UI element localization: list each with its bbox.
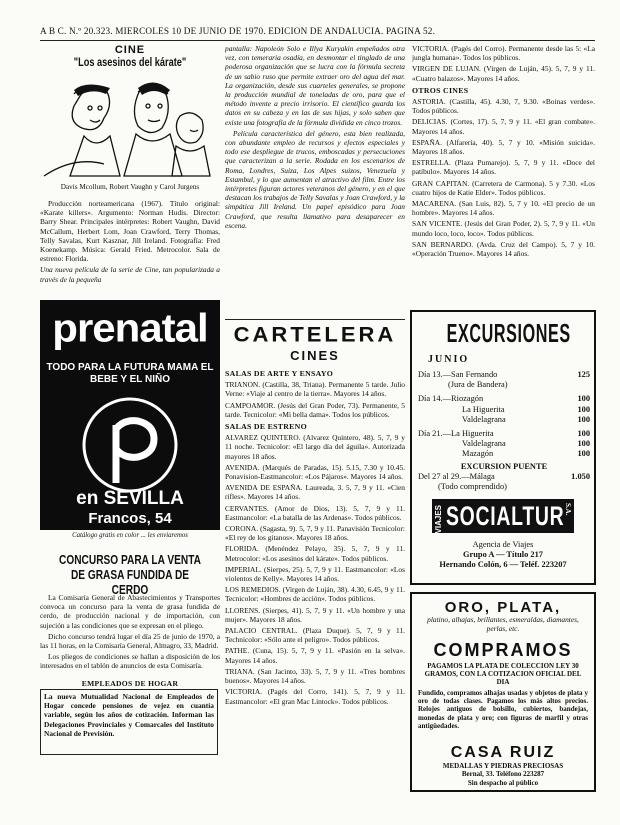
listing-entry: AVENIDA. (Marqués de Paradas, 15). 5.15, 7.30 y 10.45. Ponavision-Eastmancolor: «Los Pájaros». Mayores 14 años. (225, 462, 405, 482)
banner-sa: S.A. (564, 503, 572, 516)
listing-entry: ASTORIA. (Castilla, 45). 4.30, 7, 9.30. «Boinas verdes». Todos públicos. (412, 97, 595, 116)
prenatal-brand: prenatal (52, 305, 208, 350)
cine-review-body (40, 199, 220, 299)
listing-entry: CORONA. (Sagasta, 9). 5, 7, 9 y 11. Panavisión Tecnicolor: «El rey de los gitanos». Mayores 18 años. (225, 524, 405, 543)
excursion-destination: Valdelagrana (462, 439, 506, 449)
excursion-price: 100 (577, 449, 590, 459)
agency-line: Grupo A — Título 217 (463, 550, 543, 559)
cine-review-title: "Los asesinos del kárate" (73, 57, 187, 69)
excursiones-ad[interactable] (410, 310, 596, 585)
section-heading: OTROS CINES (412, 85, 469, 95)
excursion-row (418, 394, 590, 404)
cine-paragraph: Producción norteamericana (1967). Título original: «Karate killers». Argumento: Norman Hudis. Director: Barry Shear. Principales intérpretes: Robert Vaughn, David McCallum, Herbert Lom, Joan Crawford, Terry Thomas, Telly Savalas, Kurt Kasznar, Jill Ireland. Fotografía: Fred Koenekamp. Música: Gerald Fried. Metrocolor. Sala de estreno: Florida. (40, 199, 220, 264)
cine-section-label: CINE (114, 44, 146, 56)
excursion-row (418, 415, 590, 425)
page-header: A B C. N.º 20.323. MIERCOLES 10 DE JUNIO DE 1970. EDICION DE ANDALUCIA. PAGINA 52. (40, 26, 595, 41)
listing-entry: TRIANON. (Castilla, 38, Triana). Permanente 5 tarde. Julio Verne: «Viaje al centro de la tierra». Mayores 14 años. (225, 380, 405, 399)
cartelera-listing (225, 366, 405, 821)
casa-ruiz-title: CASA RUIZ (450, 744, 556, 761)
listing-entry: PATHE. (Cuna, 15). 5, 7, 9 y 11. «Pasión en la selva». Mayores 14 años. (225, 646, 405, 665)
excursion-destination: La Higuerita (462, 404, 505, 414)
caricature-drawing (40, 76, 220, 181)
prenatal-slogan: TODO PARA LA FUTURA MAMA EL BEBE Y EL NIÑO (46, 362, 214, 385)
excursion-row (418, 472, 590, 482)
excursiones-list (418, 370, 590, 492)
concurso-paragraph: La Comisaría General de Abastecimientos y Transportes convoca un concurso para la venta de grasa fundida de cerdo, de producción nacional y de importación, con sujeción a las condiciones que se expresan en el pliego. (40, 593, 220, 630)
listing-entry: AVENIDA DE ESPAÑA. Laureada, 3. 5, 7, 9 y 11. «Cien rifles». Mayores 14 años. (225, 483, 405, 502)
oro-plata-ad[interactable] (410, 592, 596, 792)
review-continuation (225, 44, 405, 319)
cines-subtitle: CINES (290, 348, 340, 363)
excursion-note: (Todo comprendido) (438, 482, 507, 492)
concurso-title: CONCURSO PARA LA VENTA DE GRASA FUNDIDA DE CERDO (59, 552, 201, 597)
empleados-title: EMPLEADOS DE HOGAR (81, 679, 179, 688)
concurso-paragraph: Los pliegos de condiciones se hallan a disposición de los interesados en el tablón de anuncios de esta Comisaría. (40, 652, 220, 671)
listing-entry: LLORENS. (Sierpes, 41). 5, 7, 9 y 11. «Un hombre y una mujer». Mayores 18 años. (225, 605, 405, 624)
listing-entry: VICTORIA. (Pagés del Corro, 141). 5, 7, 9 y 11. Eastmancolor: «El gran Mac Lintock». Todos públicos. (225, 687, 405, 706)
listing-entry: GRAN CAPITAN. (Carretera de Carmona). 5 y 7.30. «Los cuatro hijos de Katie Elder». Todos públicos. (412, 178, 595, 197)
excursion-price: 100 (577, 429, 590, 439)
prenatal-footnote: Catálogo gratis en color ... les enviaremos (72, 532, 188, 539)
prenatal-ad[interactable] (40, 300, 220, 530)
listing-entry: ALVAREZ QUINTERO. (Alvarez Quintero, 48). 5, 7, 9 y 11 noche. Tecnicolor: «El largo día del águila». Autorizada mayores 18 años. (225, 433, 405, 461)
excursiones-title: EXCURSIONES (446, 318, 571, 348)
listing-entry: MACARENA. (San Luis, 82). 5, 7 y 10. «El precio de un hombre». Mayores 14 años. (412, 199, 595, 218)
oro-items: platino, alhajas, brillantes, esmeraldas, diamantes, perlas, etc. (427, 615, 579, 633)
review-paragraph: Película característica del género, esta bien realizada, con abundante empleo de recursos y efectos especiales y todo ese despliegue de trucos, emboscadas y persecuciones que caracterizan a la serie. Rodada en los escenarios de Roma, Londres, Suiza, Los Alpes suizos, Venezuela y Estambul, y lo que aumentan el atractivo del film. Entre los intérpretes figuran actores veteranos del género, y en el que destacan los trabajos de Telly Savalas y Joan Crawford, y la simpática Jill Ireland. Un papel episódico para Joan Crawford, que resulta llamativo para desaparecer en escena. (225, 128, 405, 230)
excursiones-month: JUNIO (428, 354, 470, 365)
excursion-special-heading: EXCURSION PUENTE (460, 461, 548, 471)
socialtur-banner (432, 499, 574, 533)
excursion-price: 100 (577, 439, 590, 449)
listing-entry: VIRGEN DE LUJAN. (Virgen de Luján, 45). 5, 7, 9 y 11. «Cuatro balazos». Mayores 14 años. (412, 64, 595, 83)
casa-line: MEDALLAS Y PIEDRAS PRECIOSAS (442, 762, 564, 770)
listing-entry: PALACIO CENTRAL. (Plaza Duque). 5, 7, 9 y 11. Technicolor: «Sólo ante el peligro». Todos públicos. (225, 626, 405, 645)
listing-entry: ESTRELLA. (Plaza Pumarejo). 5, 7, 9 y 11. «Doce del patíbulo». Mayores 14 años. (412, 158, 595, 177)
oro-body: Fundido, compramos alhajas usadas y objetos de plata y oro de todas clases. Pagamos los más altos precios. Relojes antiguos de bolsillo, cubiertos, bandejas, monedas de plata y oro; con figuras de marfil y otras antigüedades. (418, 689, 588, 730)
excursion-destination: Día 21.—La Higuerita (418, 429, 494, 439)
film-illustration (40, 76, 220, 181)
banner-brand: SOCIALTUR (446, 501, 565, 531)
agency-info (412, 540, 594, 570)
empleados-body: La nueva Mutualidad Nacional de Empleados de Hogar concede pensiones de vejez en cuantía variable, según los años de cotización. Informan las Delegaciones Provinciales y Comarcales del Instituto Nacional de Previsión. (44, 692, 214, 738)
listing-entry: CAMPOAMOR. (Jesús del Gran Poder, 73). Permanente, 5 tarde. Tecnicolor: «Mi bella dama». Todos los públicos. (225, 400, 405, 419)
excursion-destination: Día 13.—San Fernando (418, 370, 498, 379)
listing-entry: SAN BERNARDO. (Avda. Cruz del Campo). 5, 7 y 10. «Operación Trueno». Mayores 14 años. (412, 239, 595, 259)
excursion-row (418, 370, 590, 380)
excursion-row (418, 439, 590, 449)
listing-entry: SAN VICENTE. (Jesús del Gran Poder, 2). 5, 7, 9 y 11. «Un mundo loco, loco, loco». Todos públicos. (412, 219, 595, 238)
section-heading: SALAS DE ESTRENO (225, 422, 307, 432)
excursion-price: 1.050 (571, 471, 590, 481)
agency-line: Agencia de Viajes (472, 540, 534, 549)
excursion-price: 100 (577, 414, 590, 424)
oro-title: ORO, PLATA, (444, 599, 562, 616)
cine-paragraph: Una nueva película de la serie de Cine, tan popularizada a través de la pequeña (40, 265, 220, 284)
casa-line: Bernal, 33. Teléfono 223287 (461, 770, 545, 779)
excursion-price: 100 (577, 404, 590, 414)
cartelera-title: CARTELERA (233, 322, 397, 347)
listing-entry: VICTORIA. (Pagés del Corro). Permanente desde las 5: «La jungla humana». Todos los públicos. (412, 44, 595, 63)
excursion-price: 100 (577, 394, 590, 404)
excursion-destination: Día 14.—Riozagón (418, 394, 484, 404)
excursion-row (418, 405, 590, 415)
illustration-caption: Davis Mcollum, Robert Vaughn y Carol Jurgens (60, 183, 200, 191)
excursion-destination: Valdelagrana (462, 414, 506, 424)
concurso-paragraph: Dicho concurso tendrá lugar el día 25 de junio de 1970, a las 11 horas, en la Comisaría General, Almagro, 33, Madrid. (40, 631, 220, 651)
listing-entry: IMPERIAL. (Sierpes, 25). 5, 7, 9 y 11. Eastmancolor: «Los violentos de Kelly». Mayores 14 años. (225, 564, 405, 584)
excursion-row (418, 429, 590, 439)
concurso-body (40, 593, 220, 673)
listing-entry: FLORIDA. (Menéndez Pelayo, 35). 5, 7, 9 y 11. Metrocolor: «Los asesinos del kárate». Todos públicos. (225, 544, 405, 563)
excursion-destination: Del 27 al 29.—Málaga (418, 471, 495, 481)
excursion-price: 125 (577, 370, 590, 379)
listing-entry: LOS REMEDIOS. (Virgen de Luján, 38). 4.30, 6.45, 9 y 11. Tecnicolor: «Hombres de acción». Todos públicos. (225, 585, 405, 604)
divider (225, 319, 405, 320)
excursion-row (418, 380, 590, 390)
cinema-listing-continued (412, 44, 595, 302)
review-paragraph: pantalla: Napoleón Solo e Illya Kuryakin empeñados otra vez, con temeraria osadía, en desmontar el tinglado de una poderosa organización que se lucra con la fórmula secreta de un sabio ruso que permite extraer oro del agua del mar. La organización, desde sus cuarteles generales, se propone la producción mundial de toneladas de oro, para que el método invente a precio irrisorio. El científico guarda los datos en su cabeza y en las de sus hijas, y solo saben que existe una fotografía de la fórmula dividida en cinco trozos. (225, 44, 405, 127)
excursion-destination: Mazagón (462, 449, 494, 459)
empleados-notice (40, 689, 218, 755)
prenatal-p-logo-icon (80, 395, 180, 495)
listing-entry: DELICIAS. (Cortes, 17). 5, 7, 9 y 11. «El gran combate». Mayores 14 años. (412, 117, 595, 136)
casa-ruiz-details (412, 762, 594, 787)
excursion-row (418, 449, 590, 459)
section-heading: SALAS DE ARTE Y ENSAYO (225, 369, 334, 378)
casa-line: Sin despacho al público (467, 778, 539, 787)
banner-viajes: VIAJES (434, 505, 443, 534)
excursion-destination: (Jura de Bandera) (448, 380, 508, 390)
listing-entry: TRIANA. (San Jacinto, 33). 5, 7, 9 y 11. «Tres hombres buenos». Mayores 14 años. (225, 666, 405, 686)
listing-entry: CERVANTES. (Amor de Dios, 13). 5, 7, 9 y 11. Eastmancolor: «La batalla de las Ardenas». Todos públicos. (225, 503, 405, 522)
agency-line: Hernando Colón, 6 — Teléf. 223207 (439, 560, 567, 569)
compramos-heading: COMPRAMOS (433, 640, 573, 660)
prenatal-city: en SEVILLA (76, 488, 184, 509)
listing-entry: ESPAÑA. (Alfarería, 40). 5, 7 y 10. «Misión suicida». Mayores 18 años. (412, 137, 595, 157)
prenatal-address: Francos, 54 (88, 510, 172, 527)
oro-description: PAGAMOS LA PLATA DE COLECCION LEY 30 GRAMOS, CON LA COTIZACION OFICIAL DEL DIA (424, 662, 582, 687)
